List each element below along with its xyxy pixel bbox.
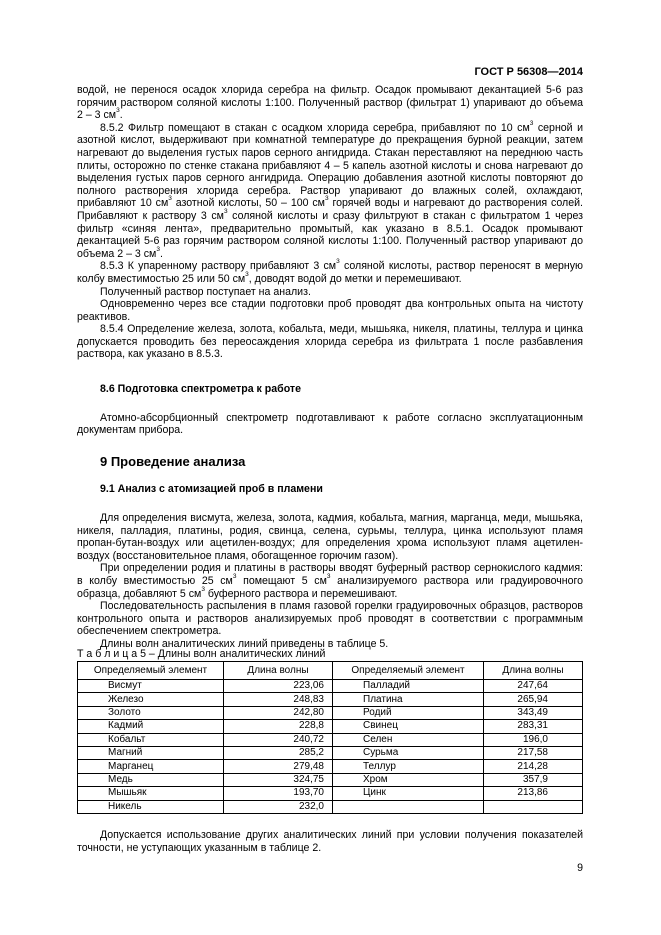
paragraph: Полученный раствор поступает на анализ.: [100, 285, 311, 298]
paragraph: Последовательность распыления в пламя газовой горелки градуировочных образцов, растворов контрольного опыта и растворов анализируемых проб проводят в соответствии с программным обеспечением спектрометра.: [77, 600, 583, 638]
table-caption: Т а б л и ц а 5 – Длины волн аналитических линий: [77, 648, 326, 660]
table-cell: [333, 800, 484, 813]
table-cell: 357,9: [484, 773, 583, 786]
table-row: [78, 706, 583, 719]
table-cell: 223,06: [224, 680, 333, 693]
table-cell: [484, 800, 583, 813]
table-cell: Железо: [78, 693, 224, 706]
table-row: [78, 733, 583, 746]
table-body: [78, 680, 583, 814]
table-cell: 265,94: [484, 693, 583, 706]
section-heading-8-6: 8.6 Подготовка спектрометра к работе: [100, 383, 301, 396]
table-cell: Теллур: [333, 760, 484, 773]
table-cell: 228,8: [224, 720, 333, 733]
table-cell: Никель: [78, 800, 224, 813]
table-cell: Висмут: [78, 680, 224, 693]
table-cell: 193,70: [224, 787, 333, 800]
table-cell: 343,49: [484, 706, 583, 719]
table-header: Определяемый элемент: [333, 662, 484, 680]
table-cell: 242,80: [224, 706, 333, 719]
table-cell: Родий: [333, 706, 484, 719]
paragraph: водой, не перенося осадок хлорида серебра на фильтр. Осадок промывают декантацией 5-6 раз горячим раствором соляной кислоты 1:100. Полученный раствор (фильтрат 1) упаривают до объема 2 – 3 $см^3$.: [77, 84, 583, 122]
section-heading-9: 9 Проведение анализа: [100, 453, 246, 469]
table-row: [78, 773, 583, 786]
table-cell: Мышьяк: [78, 787, 224, 800]
table-cell: Сурьма: [333, 746, 484, 759]
table-cell: 285,2: [224, 746, 333, 759]
table-cell: Свинец: [333, 720, 484, 733]
table-cell: 196,0: [484, 733, 583, 746]
paragraph: При определении родия и платины в растворы вводят буферный раствор сернокислого кадмия: в колбу вместимостью 25 $см^3$ помещают 5 $см^3$ анализируемого раствора или градуировочного образца, добавляют 5 $см^3$ буферного раствора и перемешивают.: [77, 562, 584, 600]
table-cell: Магний: [78, 746, 224, 759]
document-body: [77, 84, 583, 651]
table-cell: Медь: [78, 773, 224, 786]
wavelength-table: [77, 661, 583, 814]
paragraph: Для определения висмута, железа, золота, кадмия, кобальта, магния, марганца, меди, мышьяка, никеля, палладия, платины, родия, свинца, селена, сурьмы, теллура, цинка используют пламя пропан-бутан-воздух или ацетилен-воздух; для определения хрома используют пламя ацетилен-воздух (восстановительное пламя, обогащенное горючим газом).: [77, 512, 583, 562]
table-cell: 213,86: [484, 787, 583, 800]
table-row: [78, 800, 583, 813]
table-cell: 247,64: [484, 680, 583, 693]
table-row: [78, 787, 583, 800]
paragraph: Допускается использование других аналитических линий при условии получения показателей точности, не уступающих указанным в таблице 2.: [77, 829, 583, 854]
table-cell: 214,28: [484, 760, 583, 773]
table-cell: Палладий: [333, 680, 484, 693]
table-cell: 324,75: [224, 773, 333, 786]
document-body-end: [77, 829, 583, 854]
table-cell: 283,31: [484, 720, 583, 733]
table-cell: Кобальт: [78, 733, 224, 746]
table-cell: 279,48: [224, 760, 333, 773]
table-cell: 248,83: [224, 693, 333, 706]
table-header: Длина волны: [224, 662, 333, 680]
section-heading-9-1: 9.1 Анализ с атомизацией проб в пламени: [100, 483, 323, 496]
table-cell: Золото: [78, 706, 224, 719]
table-row: [78, 680, 583, 693]
table-cell: Селен: [333, 733, 484, 746]
paragraph: Одновременно через все стадии подготовки проб проводят два контрольных опыта на чистоту реактивов.: [77, 298, 583, 323]
table-cell: Кадмий: [78, 720, 224, 733]
table-cell: Цинк: [333, 787, 484, 800]
document-header: ГОСТ Р 56308—2014: [474, 66, 583, 78]
table-cell: Платина: [333, 693, 484, 706]
table-row: [78, 746, 583, 759]
table-cell: 232,0: [224, 800, 333, 813]
table-row: [78, 693, 583, 706]
paragraph: Длины волн аналитических линий приведены в таблице 5.: [100, 637, 389, 650]
table-row: [78, 760, 583, 773]
paragraph-8-5-4: 8.5.4 Определение железа, золота, кобальта, меди, мышьяка, никеля, платины, теллура и цинка допускается проводить без переосаждения хлорида серебра из фильтрата 1 после разбавления раствора, как указано в 8.5.3.: [77, 323, 583, 361]
table-cell: Хром: [333, 773, 484, 786]
page-number: 9: [577, 862, 583, 874]
table-cell: 217,58: [484, 746, 583, 759]
table-row: [78, 720, 583, 733]
table-cell: 240,72: [224, 733, 333, 746]
paragraph: Атомно-абсорбционный спектрометр подготавливают к работе согласно эксплуатационным документам прибора.: [77, 411, 583, 437]
table-header: Длина волны: [484, 662, 583, 680]
table-header: Определяемый элемент: [78, 662, 224, 680]
table-header-row: [78, 662, 583, 680]
paragraph-8-5-2: 8.5.2 Фильтр помещают в стакан с осадком хлорида серебра, прибавляют по 10 $см^3$ серной и азотной кислот, выдерживают при комнатной температуре до прекращения бурной реакции, затем нагревают до выделения густых паров серного ангидрида. Стакан переставляют на переднюю часть плиты, осторожно по стенке стакана прибавляют 4 – 5 капель азотной кислоты и снова нагревают до выделения густых паров серного ангидрида. Операцию добавления азотной кислоты повторяют до полного растворения хлорида серебра. Раствор упаривают до влажных солей, охлаждают, прибавляют 10 $см^3$ азотной кислоты, 50 – 100 $см^3$ горячей воды и нагревают до растворения солей. Прибавляют к раствору 3 $см^3$ соляной кислоты и сразу фильтруют в стакан с фильтратом 1 через фильтр «синяя лента», предварительно промытый, как указано в 8.5.1. Осадок промывают декантацией 5-6 раз горячим раствором соляной кислоты 1:100. Полученный раствор упаривают до объема 2 – 3 $см^3$.: [77, 119, 584, 260]
table-cell: Марганец: [78, 760, 224, 773]
paragraph-8-5-3: 8.5.3 К упаренному раствору прибавляют 3 $см^3$ соляной кислоты, раствор переносят в мерную колбу вместимостью 25 или 50 $см^3$, доводят водой до метки и перемешивают.: [77, 258, 583, 285]
